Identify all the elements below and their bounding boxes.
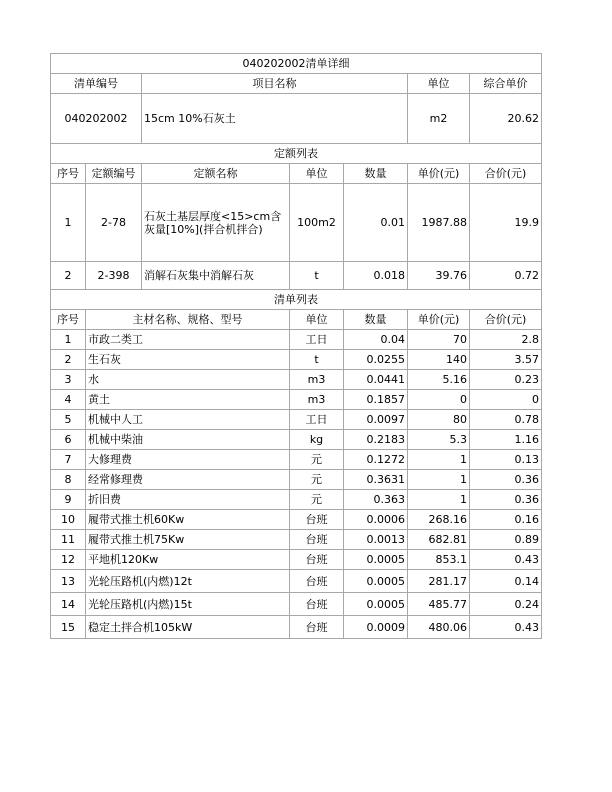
- materials-row: [51, 510, 542, 530]
- quota-section-title: 定额列表: [51, 144, 542, 164]
- materials-cell: 0.14: [470, 570, 542, 593]
- materials-row: [51, 390, 542, 410]
- quota-cell: 2-398: [86, 262, 142, 290]
- materials-cell: 履带式推土机60Kw: [86, 510, 290, 530]
- materials-cell: 14: [51, 593, 86, 616]
- materials-cell: 生石灰: [86, 350, 290, 370]
- materials-cell: 0.43: [470, 550, 542, 570]
- materials-cell: 0: [408, 390, 470, 410]
- quota-cell: t: [290, 262, 344, 290]
- bill-header-row: [51, 74, 542, 94]
- materials-cell: 0.0255: [344, 350, 408, 370]
- materials-cell: 0.04: [344, 330, 408, 350]
- materials-cell: 8: [51, 470, 86, 490]
- materials-cell: 70: [408, 330, 470, 350]
- materials-cell: 2.8: [470, 330, 542, 350]
- materials-cell: 台班: [290, 510, 344, 530]
- quota-header-row: [51, 164, 542, 184]
- materials-cell: 经常修理费: [86, 470, 290, 490]
- materials-cell: 1: [408, 450, 470, 470]
- materials-cell: 9: [51, 490, 86, 510]
- materials-cell: 5.16: [408, 370, 470, 390]
- materials-cell: 13: [51, 570, 86, 593]
- materials-row: [51, 350, 542, 370]
- quota-header-cell: 定额编号: [86, 164, 142, 184]
- quota-row: [51, 184, 542, 262]
- materials-cell: 853.1: [408, 550, 470, 570]
- materials-header-cell: 单价(元): [408, 310, 470, 330]
- materials-header-cell: 主材名称、规格、型号: [86, 310, 290, 330]
- materials-cell: 485.77: [408, 593, 470, 616]
- materials-cell: 1: [51, 330, 86, 350]
- materials-row: [51, 490, 542, 510]
- quota-header-cell: 单位: [290, 164, 344, 184]
- materials-header-cell: 序号: [51, 310, 86, 330]
- materials-cell: 15: [51, 616, 86, 639]
- item-name: 15cm 10%石灰土: [142, 94, 408, 144]
- materials-cell: 台班: [290, 616, 344, 639]
- materials-row: [51, 450, 542, 470]
- materials-cell: 1: [408, 490, 470, 510]
- materials-cell: 履带式推土机75Kw: [86, 530, 290, 550]
- materials-cell: 5.3: [408, 430, 470, 450]
- materials-cell: 2: [51, 350, 86, 370]
- materials-section-row: [51, 290, 542, 310]
- quota-cell: 1987.88: [408, 184, 470, 262]
- quota-cell: 1: [51, 184, 86, 262]
- materials-row: [51, 616, 542, 639]
- materials-cell: 光轮压路机(内燃)15t: [86, 593, 290, 616]
- materials-cell: 281.17: [408, 570, 470, 593]
- quota-cell: 2: [51, 262, 86, 290]
- materials-cell: 6: [51, 430, 86, 450]
- materials-cell: m3: [290, 370, 344, 390]
- materials-cell: 台班: [290, 570, 344, 593]
- materials-cell: 0.0013: [344, 530, 408, 550]
- materials-cell: 0.363: [344, 490, 408, 510]
- quota-cell: 0.01: [344, 184, 408, 262]
- materials-cell: 1: [408, 470, 470, 490]
- materials-cell: 0.89: [470, 530, 542, 550]
- bill-detail-table: [50, 53, 542, 639]
- materials-cell: 0.0005: [344, 570, 408, 593]
- quota-header-cell: 定额名称: [142, 164, 290, 184]
- item-unit: m2: [408, 94, 470, 144]
- materials-row: [51, 593, 542, 616]
- materials-cell: t: [290, 350, 344, 370]
- materials-cell: 台班: [290, 593, 344, 616]
- materials-header-cell: 合价(元): [470, 310, 542, 330]
- materials-cell: 268.16: [408, 510, 470, 530]
- materials-row: [51, 550, 542, 570]
- materials-cell: 黄土: [86, 390, 290, 410]
- materials-cell: 0.2183: [344, 430, 408, 450]
- materials-cell: 1.16: [470, 430, 542, 450]
- materials-cell: 0.78: [470, 410, 542, 430]
- materials-cell: 大修理费: [86, 450, 290, 470]
- materials-cell: 0.36: [470, 490, 542, 510]
- materials-cell: 7: [51, 450, 86, 470]
- materials-cell: 0.1857: [344, 390, 408, 410]
- materials-cell: 140: [408, 350, 470, 370]
- materials-header-cell: 数量: [344, 310, 408, 330]
- materials-cell: 0.0005: [344, 593, 408, 616]
- price-header: 综合单价: [470, 74, 542, 94]
- materials-cell: 0.0005: [344, 550, 408, 570]
- materials-cell: 平地机120Kw: [86, 550, 290, 570]
- materials-cell: 光轮压路机(内燃)12t: [86, 570, 290, 593]
- table-title: 040202002清单详细: [51, 54, 542, 74]
- materials-header-row: [51, 310, 542, 330]
- materials-cell: 0.36: [470, 470, 542, 490]
- code-header: 清单编号: [51, 74, 142, 94]
- materials-cell: 元: [290, 470, 344, 490]
- materials-cell: 0.24: [470, 593, 542, 616]
- materials-cell: 0.23: [470, 370, 542, 390]
- materials-cell: 机械中柴油: [86, 430, 290, 450]
- quota-row: [51, 262, 542, 290]
- materials-cell: 10: [51, 510, 86, 530]
- materials-cell: 3.57: [470, 350, 542, 370]
- materials-cell: 12: [51, 550, 86, 570]
- materials-section-title: 清单列表: [51, 290, 542, 310]
- quota-section-row: [51, 144, 542, 164]
- materials-row: [51, 410, 542, 430]
- materials-cell: 480.06: [408, 616, 470, 639]
- quota-cell: 39.76: [408, 262, 470, 290]
- quota-cell: 100m2: [290, 184, 344, 262]
- materials-cell: 台班: [290, 550, 344, 570]
- materials-header-cell: 单位: [290, 310, 344, 330]
- materials-cell: 工日: [290, 410, 344, 430]
- quota-header-cell: 序号: [51, 164, 86, 184]
- materials-row: [51, 470, 542, 490]
- quota-header-cell: 单价(元): [408, 164, 470, 184]
- materials-cell: 元: [290, 450, 344, 470]
- quota-cell: 2-78: [86, 184, 142, 262]
- materials-cell: kg: [290, 430, 344, 450]
- quota-header-cell: 合价(元): [470, 164, 542, 184]
- materials-cell: 台班: [290, 530, 344, 550]
- materials-row: [51, 430, 542, 450]
- materials-cell: 3: [51, 370, 86, 390]
- materials-cell: 80: [408, 410, 470, 430]
- materials-cell: 水: [86, 370, 290, 390]
- quota-header-cell: 数量: [344, 164, 408, 184]
- title-row: [51, 54, 542, 74]
- materials-cell: 元: [290, 490, 344, 510]
- materials-row: [51, 530, 542, 550]
- materials-cell: 市政二类工: [86, 330, 290, 350]
- materials-cell: 0.16: [470, 510, 542, 530]
- materials-cell: 0.0097: [344, 410, 408, 430]
- materials-cell: 0.43: [470, 616, 542, 639]
- materials-cell: m3: [290, 390, 344, 410]
- quota-cell: 0.018: [344, 262, 408, 290]
- unit-header: 单位: [408, 74, 470, 94]
- quota-cell: 19.9: [470, 184, 542, 262]
- quota-cell: 石灰土基层厚度<15>cm含灰量[10%](拌合机拌合): [142, 184, 290, 262]
- materials-cell: 5: [51, 410, 86, 430]
- item-code: 040202002: [51, 94, 142, 144]
- quota-cell: 消解石灰集中消解石灰: [142, 262, 290, 290]
- materials-cell: 0.1272: [344, 450, 408, 470]
- materials-cell: 折旧费: [86, 490, 290, 510]
- materials-cell: 0.0441: [344, 370, 408, 390]
- name-header: 项目名称: [142, 74, 408, 94]
- materials-cell: 0: [470, 390, 542, 410]
- bill-item-row: [51, 94, 542, 144]
- materials-cell: 682.81: [408, 530, 470, 550]
- materials-cell: 11: [51, 530, 86, 550]
- materials-row: [51, 570, 542, 593]
- materials-row: [51, 370, 542, 390]
- materials-cell: 0.0006: [344, 510, 408, 530]
- materials-cell: 0.13: [470, 450, 542, 470]
- materials-row: [51, 330, 542, 350]
- materials-cell: 0.3631: [344, 470, 408, 490]
- quota-cell: 0.72: [470, 262, 542, 290]
- materials-cell: 4: [51, 390, 86, 410]
- materials-cell: 稳定土拌合机105kW: [86, 616, 290, 639]
- materials-cell: 机械中人工: [86, 410, 290, 430]
- materials-cell: 0.0009: [344, 616, 408, 639]
- materials-cell: 工日: [290, 330, 344, 350]
- item-price: 20.62: [470, 94, 542, 144]
